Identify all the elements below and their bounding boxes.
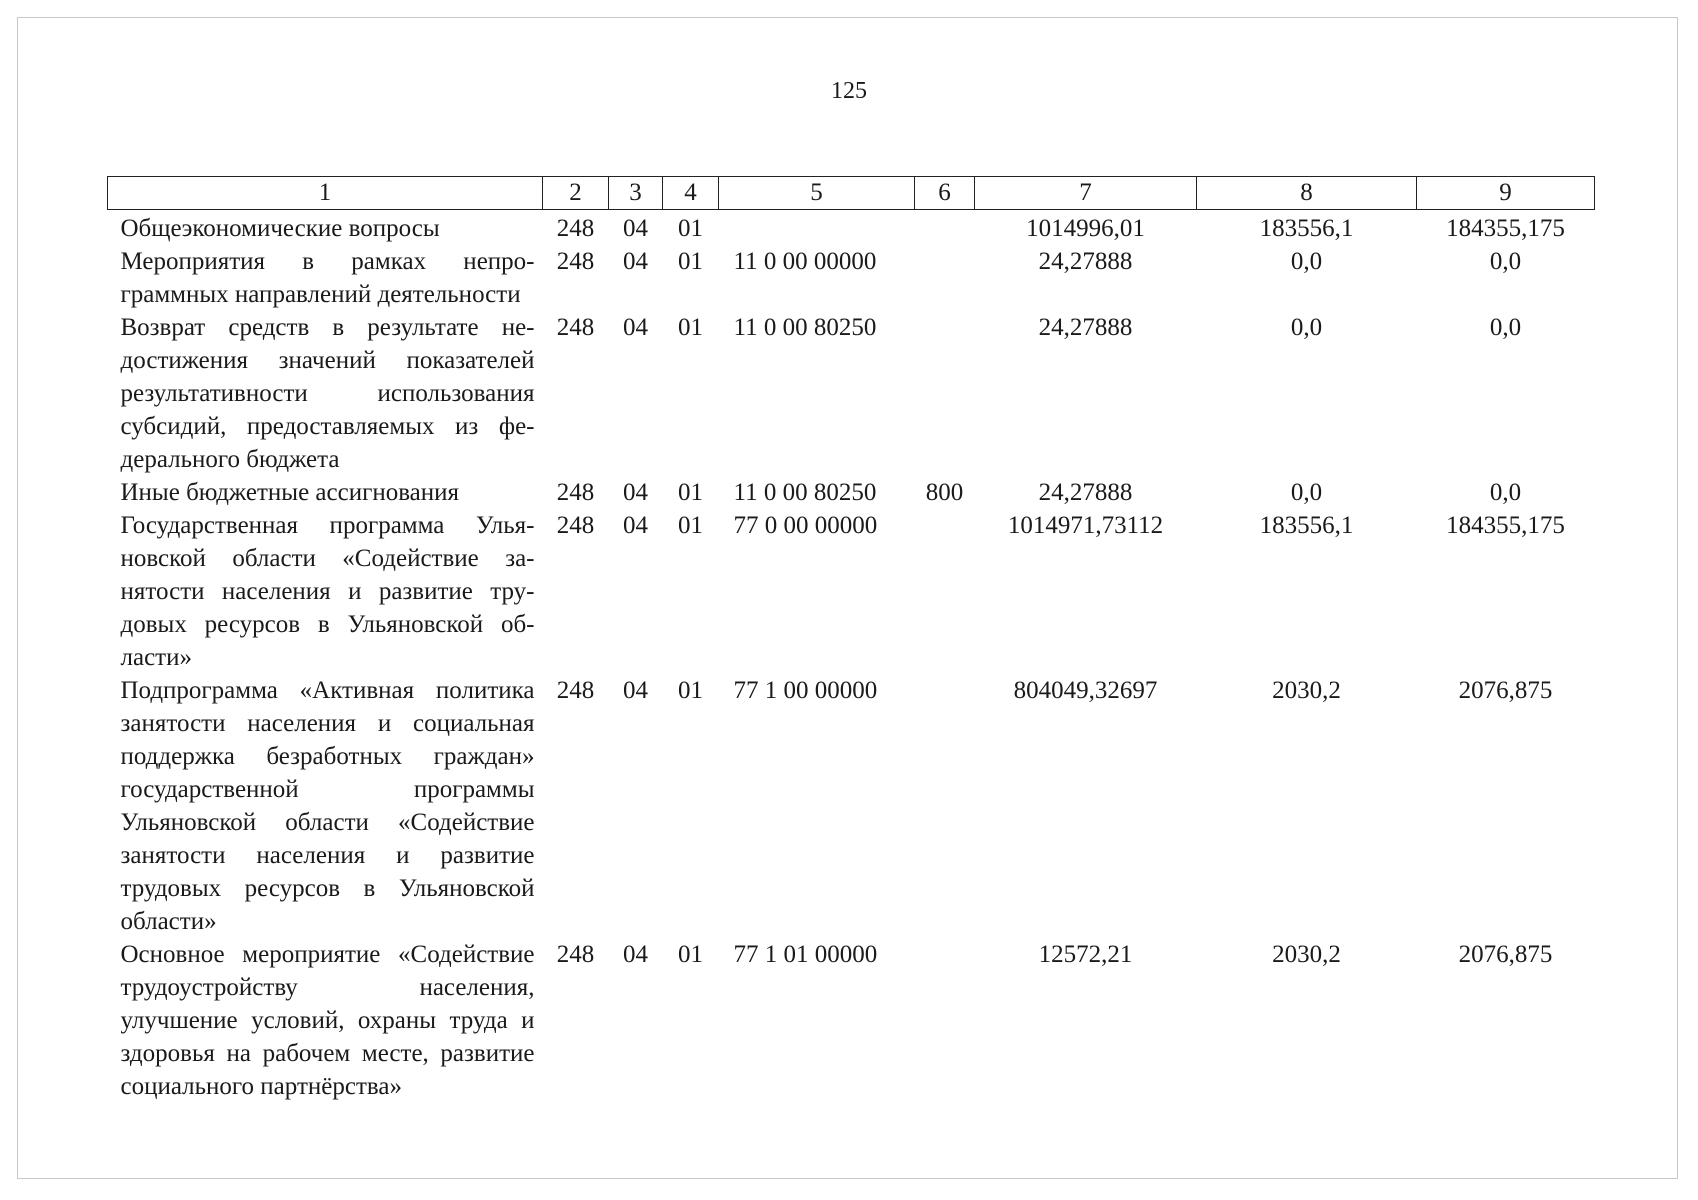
cell-amount-col7: 1014971,73112 [1007, 512, 1164, 539]
cell-amount-col7: 24,27888 [1038, 248, 1133, 275]
cell-expense-type: 800 [925, 479, 964, 506]
row-name: Иные бюджетные ассигнования [120, 479, 460, 506]
cell-amount-col7: 24,27888 [1038, 479, 1133, 506]
cell-target-article [719, 210, 915, 246]
table-row [108, 311, 1595, 476]
cell-section-code: 04 [623, 479, 648, 506]
cell-amount-col7: 1014996,01 [1026, 215, 1145, 242]
cell-subsection-code: 01 [678, 941, 703, 968]
cell-ministry-code: 248 [556, 941, 595, 968]
table-row [108, 938, 1595, 1103]
cell-amount-col8: 183556,1 [1259, 215, 1354, 242]
cell-expense-type [915, 210, 975, 246]
cell-expense-type [915, 311, 975, 476]
cell-amount-col9: 2076,875 [1458, 941, 1553, 968]
column-header-5: 5 [719, 177, 915, 210]
cell-target-article: 11 0 00 80250 [733, 479, 877, 506]
cell-subsection-code: 01 [678, 248, 703, 275]
cell-amount-col7: 804049,32697 [1013, 677, 1158, 704]
cell-section-code: 04 [623, 314, 648, 341]
cell-amount-col9: 0,0 [1489, 314, 1522, 341]
cell-ministry-code: 248 [556, 314, 595, 341]
column-header-6: 6 [915, 177, 975, 210]
cell-target-article: 11 0 00 00000 [733, 248, 877, 275]
header-row [108, 177, 1595, 210]
cell-section-code: 04 [623, 248, 648, 275]
cell-subsection-code: 01 [678, 512, 703, 539]
cell-subsection-code: 01 [678, 677, 703, 704]
column-header-1: 1 [108, 177, 543, 210]
cell-amount-col9: 184355,175 [1446, 215, 1565, 242]
cell-subsection-code: 01 [678, 314, 703, 341]
row-name: Возврат средств в результате недостижения значений показателей результативности использования субсидий, предоставляемых из федерального бюджета [120, 314, 535, 473]
cell-subsection-code: 01 [678, 479, 703, 506]
cell-subsection-code: 01 [678, 215, 703, 242]
row-name: Основное мероприятие «Содействие трудоустройству населения, улучшение условий, охраны труда и здоровья на рабочем месте, развитие социального партнёрства» [120, 941, 535, 1100]
cell-amount-col7: 12572,21 [1038, 941, 1133, 968]
budget-table [107, 176, 1595, 1103]
cell-section-code: 04 [623, 512, 648, 539]
table-row [108, 210, 1595, 246]
table-row [108, 674, 1595, 938]
cell-amount-col9: 184355,175 [1446, 512, 1565, 539]
column-header-8: 8 [1197, 177, 1417, 210]
cell-amount-col8: 2030,2 [1272, 677, 1341, 704]
cell-section-code: 04 [623, 677, 648, 704]
cell-amount-col8: 183556,1 [1259, 512, 1354, 539]
cell-ministry-code: 248 [556, 479, 595, 506]
cell-amount-col8: 0,0 [1290, 248, 1323, 275]
cell-amount-col8: 0,0 [1290, 314, 1323, 341]
page-number: 125 [831, 78, 867, 104]
cell-expense-type [915, 509, 975, 674]
column-header-7: 7 [975, 177, 1197, 210]
table-row [108, 245, 1595, 311]
cell-target-article: 77 0 00 00000 [733, 512, 878, 539]
column-header-4: 4 [663, 177, 719, 210]
table-row [108, 509, 1595, 674]
cell-amount-col9: 2076,875 [1458, 677, 1553, 704]
cell-amount-col9: 0,0 [1489, 479, 1522, 506]
cell-amount-col7: 24,27888 [1038, 314, 1133, 341]
cell-expense-type [915, 674, 975, 938]
cell-target-article: 11 0 00 80250 [733, 314, 877, 341]
cell-section-code: 04 [623, 941, 648, 968]
cell-ministry-code: 248 [556, 215, 595, 242]
cell-expense-type [915, 245, 975, 311]
column-header-2: 2 [543, 177, 609, 210]
cell-ministry-code: 248 [556, 512, 595, 539]
cell-ministry-code: 248 [556, 248, 595, 275]
row-name: Общеэкономические вопросы [120, 215, 440, 242]
row-name: Государственная программа Ульяновской области «Содействие занятости населения и развитие трудовых ресурсов в Ульяновской области» [120, 512, 535, 671]
cell-amount-col8: 0,0 [1290, 479, 1323, 506]
row-name: Мероприятия в рамках непрограммных направлений деятельности [120, 248, 535, 308]
cell-section-code: 04 [623, 215, 648, 242]
column-header-3: 3 [609, 177, 663, 210]
column-header-9: 9 [1417, 177, 1595, 210]
cell-target-article: 77 1 00 00000 [733, 677, 878, 704]
cell-expense-type [915, 938, 975, 1103]
cell-ministry-code: 248 [556, 677, 595, 704]
table-row [108, 476, 1595, 509]
cell-amount-col9: 0,0 [1489, 248, 1522, 275]
row-name: Подпрограмма «Активная политика занятости населения и социальная поддержка безработных граждан» государственной программы Ульяновской области «Содействие занятости населения и развитие трудовых ресурсов в Ульяновской области» [120, 677, 535, 935]
cell-target-article: 77 1 01 00000 [733, 941, 878, 968]
cell-amount-col8: 2030,2 [1272, 941, 1341, 968]
